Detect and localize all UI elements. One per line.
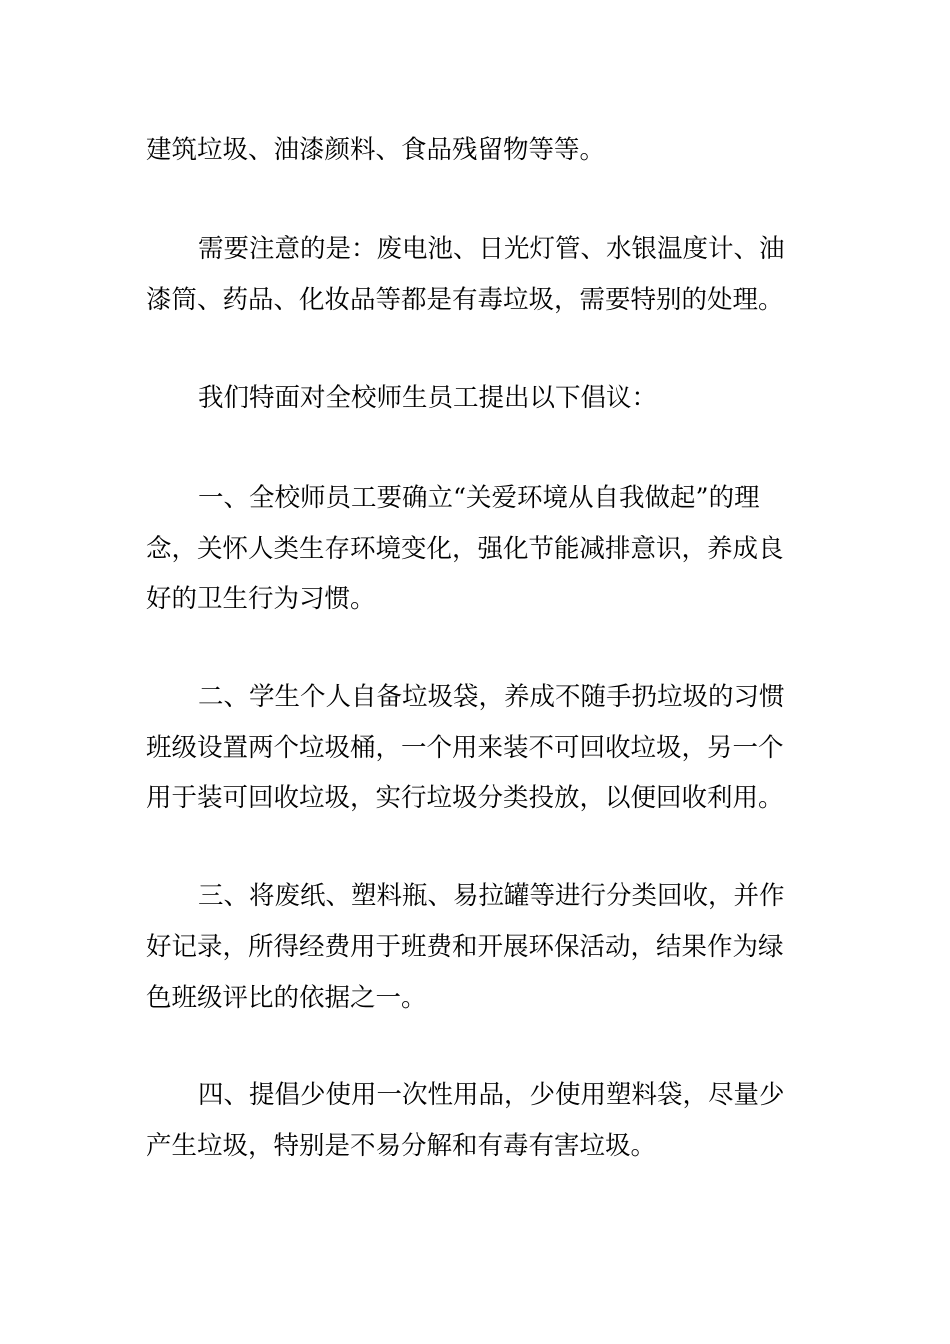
text-line: 色班级评比的依据之一。: [146, 983, 427, 1013]
text-line: 漆筒、药品、化妆品等都是有毒垃圾，需要特别的处理。: [146, 285, 784, 315]
text-line: 我们特面对全校师生员工提出以下倡议：: [198, 383, 658, 413]
text-line: 建筑垃圾、油漆颜料、食品残留物等等。: [146, 135, 606, 165]
text-line: 二、学生个人自备垃圾袋，养成不随手扔垃圾的习惯: [198, 682, 785, 712]
text-line: 需要注意的是：废电池、日光灯管、水银温度计、油: [198, 234, 785, 264]
text-line: 班级设置两个垃圾桶，一个用来装不可回收垃圾，另一个: [146, 733, 784, 763]
text-line: 产生垃圾，特别是不易分解和有毒有害垃圾。: [146, 1131, 657, 1161]
text-line: 一、全校师员工要确立“关爱环境从自我做起”的理: [198, 483, 760, 513]
text-line: 念，关怀人类生存环境变化，强化节能减排意识，养成良: [146, 534, 784, 564]
text-line: 三、将废纸、塑料瓶、易拉罐等进行分类回收，并作: [198, 881, 785, 911]
text-line: 用于装可回收垃圾，实行垃圾分类投放，以便回收利用。: [146, 783, 784, 813]
text-line: 四、提倡少使用一次性用品，少使用塑料袋，尽量少: [198, 1080, 785, 1110]
text-line: 好记录，所得经费用于班费和开展环保活动，结果作为绿: [146, 932, 784, 962]
text-line: 好的卫生行为习惯。: [146, 584, 376, 614]
